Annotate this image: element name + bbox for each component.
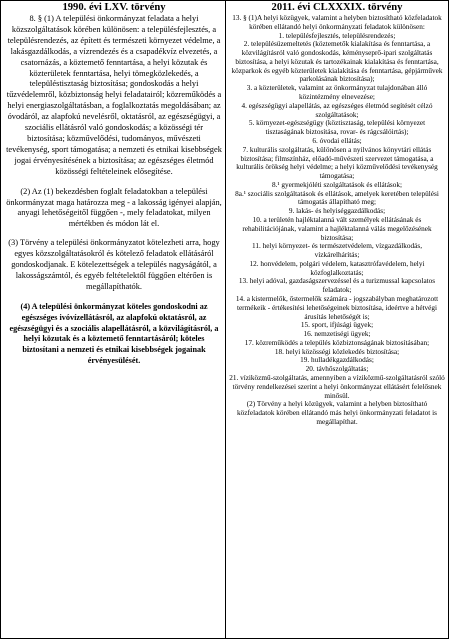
list-item: 19. hulladékgazdálkodás;: [300, 356, 374, 365]
paragraph-8-4: (4) A települési önkormányzat köteles gondoskodni az egészséges ivóvízellátásról, az alapfokú oktatásról, az egészségügyi és a szociális alapellátásról, a közvilágításról, a helyi közutak és a köztemető fenntartásáról; köteles biztosítani a nemzeti és etnikai kisebbségek jogainak érvényesülését.: [9, 301, 219, 366]
title-2011-law: 2011. évi CLXXXIX. törvény: [271, 2, 403, 13]
list-item: 6. óvodai ellátás;: [312, 136, 362, 145]
list-item: 21. víziközmű-szolgáltatás, amennyiben a víziközmű-szolgáltatásról szóló törvény rendelkezései szerint a helyi önkormányzat ellátásért felelősnek minősül.: [229, 374, 445, 400]
paragraph-8-3: (3) Törvény a települési önkormányzatot kötelezheti arra, hogy egyes közszolgáltatásokról és kötelező feladatok ellátásáról gondoskodjanak. E kötelezettségek a település nagyságától, a lakosságszámtól, és egyéb feltételektől függően eltérően is megállapíthatók.: [8, 238, 220, 291]
list-item: 8.¹ gyermekjóléti szolgáltatások és ellátások;: [271, 180, 403, 189]
paragraph-8-1: 8. § (1) A települési önkormányzat feladata a helyi közszolgáltatások körében különösen: a településfejlesztés, a településrendezés, az épített és természeti környezet védelme, a lakásgazdálkodás, a vízrendezés és a csapadékvíz elvezetés, a csatornázás, a köztemető fenntartása, a helyi közutak és közterületek fenntartása, helyi tömegközlekedés, a településtisztaság biztosítása; gondoskodás a helyi tűzvédelemről, közbiztonság helyi feladatairól; közreműködés a helyi energiaszolgáltatásban, a foglalkoztatás megoldásában; az óvodáról, az alapfokú nevelésről, oktatásról, az egészségügyi, a szociális ellátásról való gondoskodás; a közösségi tér biztosítása; közművelődési, tudományos, művészeti tevékenység, sport támogatása; a nemzeti és etnikai kisebbségek jogai érvényesítésének a biztosítása; az egészséges életmód közösségi feltételeinek elősegítése.: [6, 14, 222, 176]
column-2011-law: [226, 1, 448, 427]
list-item: 16. nemzetiségi ügyek;: [303, 330, 371, 339]
list-item: 10. a területén hajléktalanná vált személyek ellátásának és rehabilitációjának, valamint a hajléktalanná válás megelőzésének biztosítása;: [242, 215, 432, 242]
title-1990-law: 1990. évi LXV. törvény: [62, 2, 166, 13]
list-item: 9. lakás- és helyiséggazdálkodás;: [288, 207, 386, 216]
list-item: 13. helyi adóval, gazdaságszervezéssel és a turizmussal kapcsolatos feladatok;: [238, 277, 436, 295]
list-item: 8a.¹ szociális szolgáltatások és ellátások, amelyek keretében települési támogatás állapítható meg;: [235, 189, 439, 207]
list-item: 3. a közterületek, valamint az önkormányzat tulajdonában álló közintézmény elnevezése;: [246, 84, 428, 102]
list-item: 7. kulturális szolgáltatás, különösen a nyilvános könyvtári ellátás biztosítása; filmszínház, előadó-művészeti szervezet támogatása, a kulturális örökség helyi védelme; a helyi közművelődési tevékenység támogatása;: [236, 145, 438, 181]
list-item: 1. településfejlesztés, településrendezés;: [278, 31, 396, 40]
list-item: 2. településüzemeltetés (köztemetők kialakítása és fenntartása, a közvilágításról való gondoskodás, kéményseprő-ipari szolgáltatás biztosítása, a helyi közutak és tartozékainak kialakítása és fenntartása, közparkok és egyéb közterületek kialakítása és fenntartása, gépjárművek parkolásának biztosítása);: [231, 40, 443, 84]
list-item: 20. távhőszolgáltatás;: [305, 365, 369, 374]
list-item: 18. helyi közösségi közlekedés biztosítása;: [274, 347, 400, 356]
paragraph-8-2: (2) Az (1) bekezdésben foglalt feladatokban a települési önkormányzat maga határozza meg - a lakosság igényei alapján, anyagi lehetőségeitől függően -, mely feladatokat, milyen mértékben és módon lát el.: [6, 186, 222, 229]
list-item: 15. sport, ifjúsági ügyek;: [300, 321, 374, 330]
list-item: 14. a kistermelők, őstermelők számára - jogszabályban meghatározott termékeik - értékesítési lehetőségeinek biztosítása, ideértve a hétvégi árusítás lehetőségét is;: [235, 295, 439, 321]
paragraph-13-1: 13. § (1)A helyi közügyek, valamint a helyben biztosítható közfeladatok körében ellátandó helyi önkormányzati feladatok különösen:: [232, 14, 442, 31]
list-item: 11. helyi környezet- és természetvédelem, vízgazdálkodás, vízkárelhárítás;: [251, 242, 423, 260]
column-1990-law: [1, 1, 225, 367]
list-item: 4. egészségügyi alapellátás, az egészséges életmód segítését célzó szolgáltatások;: [241, 101, 433, 119]
list-item: 12. honvédelem, polgári védelem, katasztrófavédelem, helyi közfoglalkoztatás;: [249, 259, 425, 277]
list-item: 17. közreműködés a település közbiztonságának biztosításában;: [244, 338, 430, 347]
list-item: 5. környezet-egészségügy (köztisztaság, települési környezet tisztaságának biztosítása, rovar- és rágcsálóirtás);: [248, 119, 426, 137]
paragraph-13-2: (2) Törvény a helyi közügyek, valamint a helyben biztosítható közfeladatok körében ellátandó más helyi önkormányzati feladatot is megállapíthat.: [237, 400, 437, 426]
